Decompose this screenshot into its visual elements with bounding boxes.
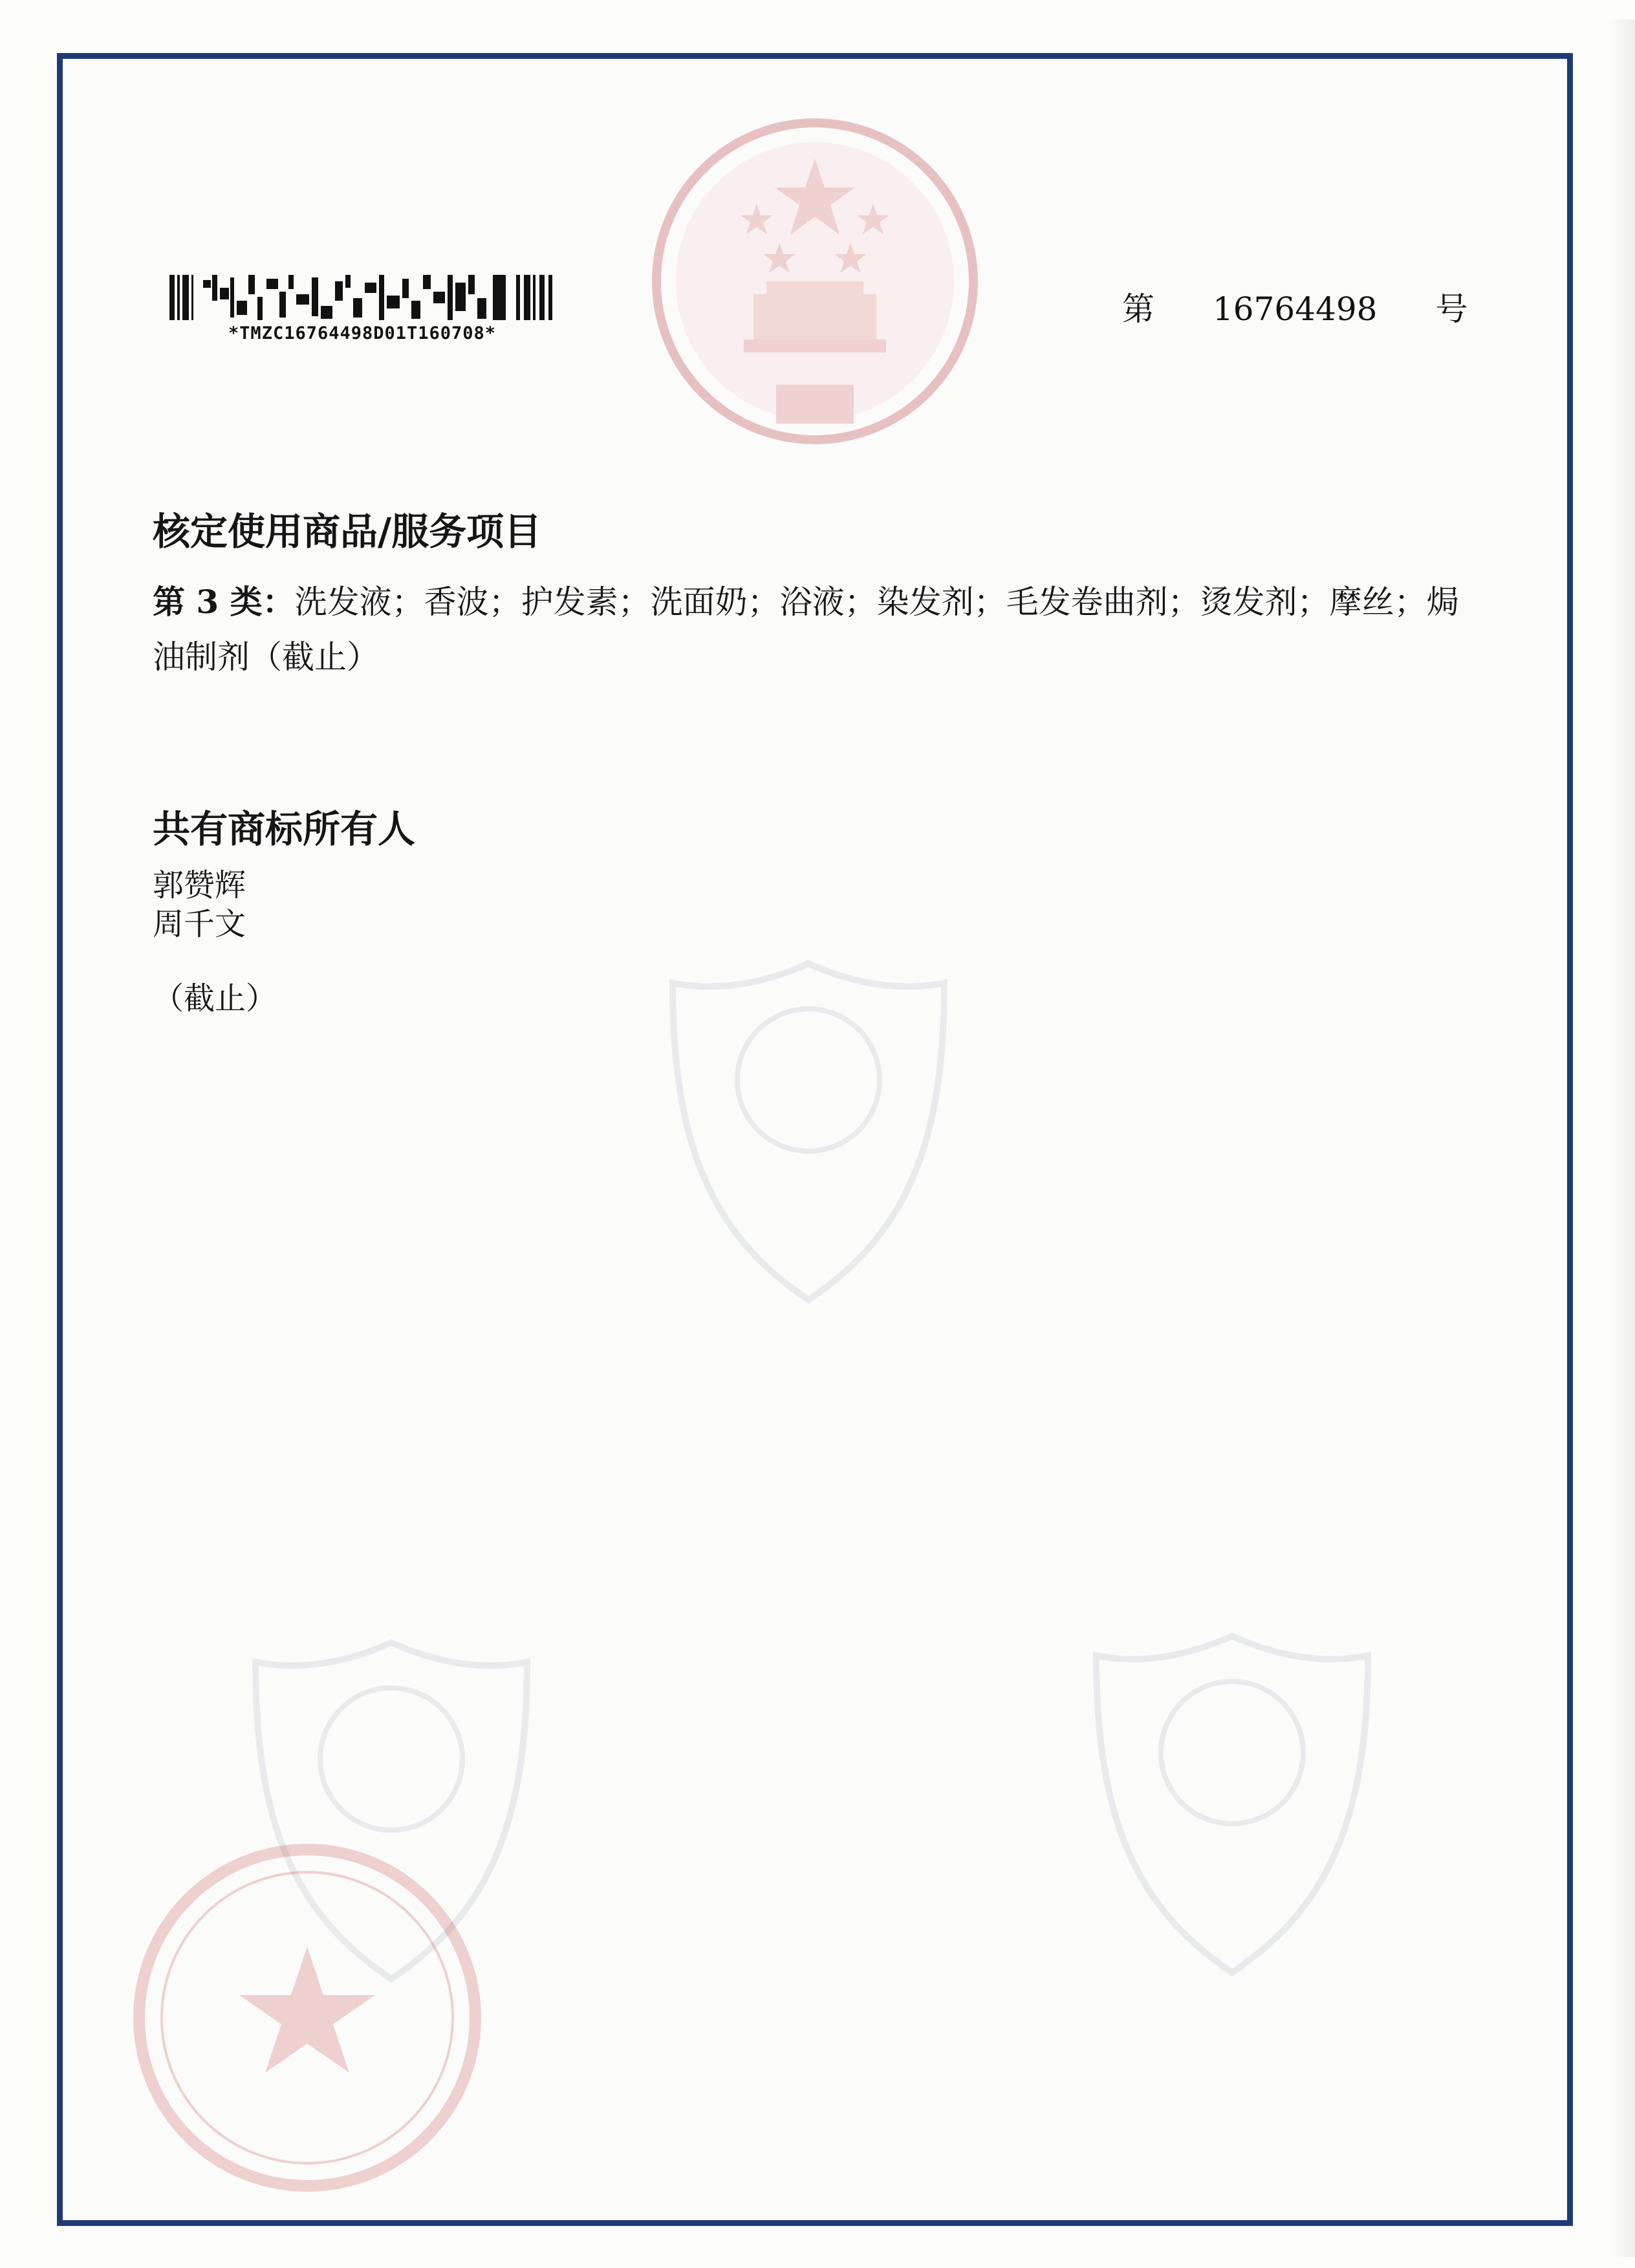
barcode-text: *TMZC16764498D01T160708* [228, 323, 497, 343]
national-emblem-watermark-icon [647, 113, 983, 449]
shield-watermark-icon [1070, 1623, 1394, 1985]
goods-list [153, 574, 1485, 685]
goods-heading: 核定使用商品/服务项目 [153, 510, 542, 554]
shield-watermark-icon [647, 951, 970, 1313]
goods-items: 洗发液；香波；护发素；洗面奶；浴液；染发剂；毛发卷曲剂；烫发剂；摩丝；焗油制剂（截止） [153, 583, 1459, 676]
co-owner-name: 郭赞辉 [153, 867, 246, 903]
goods-class-label: 第 3 类： [153, 583, 295, 621]
registration-number [1122, 283, 1468, 330]
registration-suffix: 号 [1435, 290, 1468, 328]
registration-prefix: 第 [1122, 290, 1154, 328]
registration-number-value: 16764498 [1213, 290, 1378, 328]
co-owner-name: 周千文 [153, 906, 246, 942]
page-edge-shadow [1609, 19, 1635, 2257]
co-owners-end-mark: （截止） [153, 980, 277, 1017]
co-owners-heading: 共有商标所有人 [153, 807, 416, 851]
official-seal-icon [126, 1837, 488, 2199]
barcode [169, 275, 555, 320]
